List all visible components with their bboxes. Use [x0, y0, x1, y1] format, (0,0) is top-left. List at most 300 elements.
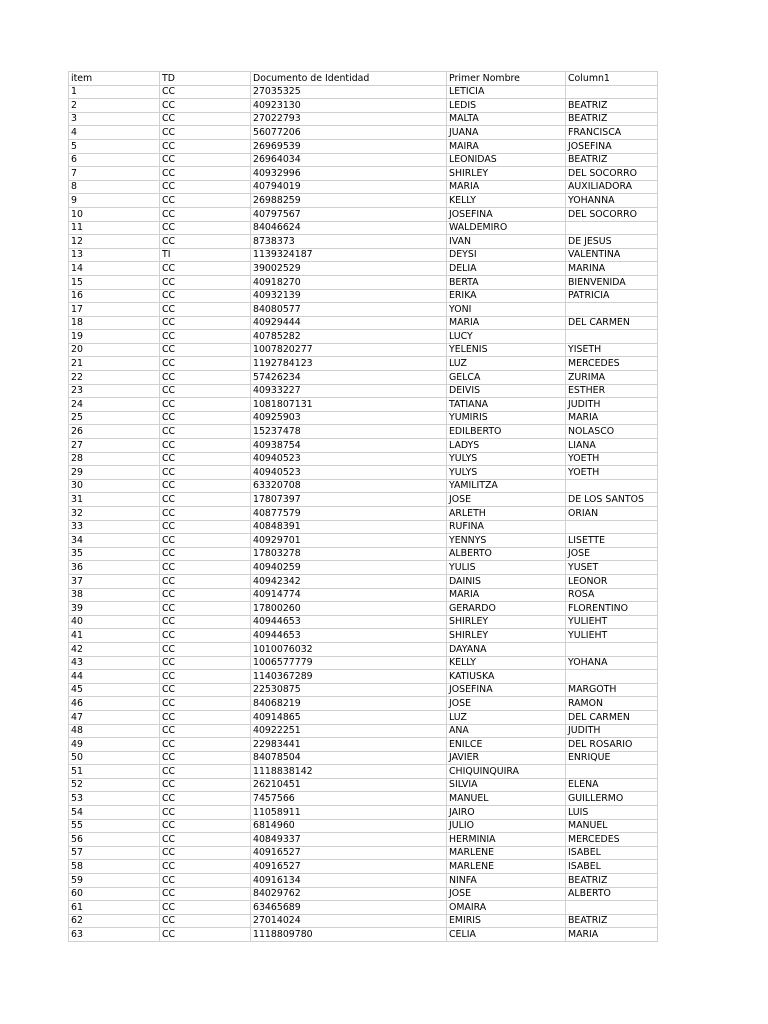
cell-column1: ORIAN: [566, 507, 658, 521]
cell-primer-nombre: DAYANA: [447, 642, 566, 656]
cell-documento: 8738373: [251, 235, 447, 249]
cell-td: CC: [160, 85, 251, 99]
cell-td: CC: [160, 452, 251, 466]
cell-documento: 1010076032: [251, 642, 447, 656]
cell-td: CC: [160, 887, 251, 901]
cell-column1: LUIS: [566, 806, 658, 820]
cell-documento: 40794019: [251, 180, 447, 194]
cell-column1: NOLASCO: [566, 425, 658, 439]
cell-column1: FRANCISCA: [566, 126, 658, 140]
cell-item: 57: [69, 846, 160, 860]
cell-primer-nombre: NINFA: [447, 874, 566, 888]
cell-primer-nombre: YULIS: [447, 561, 566, 575]
table-row: [69, 343, 658, 357]
cell-documento: 22530875: [251, 683, 447, 697]
cell-primer-nombre: DELIA: [447, 262, 566, 276]
cell-documento: 40942342: [251, 574, 447, 588]
header-td: TD: [160, 72, 251, 86]
cell-primer-nombre: TATIANA: [447, 398, 566, 412]
cell-item: 52: [69, 778, 160, 792]
cell-documento: 17807397: [251, 493, 447, 507]
cell-primer-nombre: JAIRO: [447, 806, 566, 820]
cell-td: TI: [160, 248, 251, 262]
table-row: [69, 819, 658, 833]
cell-item: 26: [69, 425, 160, 439]
table-row: [69, 221, 658, 235]
cell-item: 28: [69, 452, 160, 466]
table-row: [69, 602, 658, 616]
cell-column1: YOHANA: [566, 656, 658, 670]
cell-primer-nombre: YAMILITZA: [447, 479, 566, 493]
cell-item: 44: [69, 670, 160, 684]
cell-item: 62: [69, 914, 160, 928]
cell-primer-nombre: JAVIER: [447, 751, 566, 765]
table-row: [69, 303, 658, 317]
cell-primer-nombre: MARLENE: [447, 860, 566, 874]
cell-td: CC: [160, 547, 251, 561]
cell-documento: 17800260: [251, 602, 447, 616]
cell-td: CC: [160, 901, 251, 915]
table-row: [69, 547, 658, 561]
cell-column1: MANUEL: [566, 819, 658, 833]
cell-primer-nombre: OMAIRA: [447, 901, 566, 915]
cell-td: CC: [160, 860, 251, 874]
cell-column1: BEATRIZ: [566, 99, 658, 113]
cell-td: CC: [160, 819, 251, 833]
cell-td: CC: [160, 384, 251, 398]
cell-primer-nombre: ERIKA: [447, 289, 566, 303]
cell-primer-nombre: RUFINA: [447, 520, 566, 534]
cell-td: CC: [160, 656, 251, 670]
cell-documento: 1139324187: [251, 248, 447, 262]
table-row: [69, 439, 658, 453]
cell-documento: 40785282: [251, 330, 447, 344]
cell-item: 43: [69, 656, 160, 670]
cell-item: 19: [69, 330, 160, 344]
header-row: [69, 72, 658, 86]
cell-item: 31: [69, 493, 160, 507]
cell-td: CC: [160, 343, 251, 357]
cell-primer-nombre: DAINIS: [447, 574, 566, 588]
cell-documento: 40932996: [251, 167, 447, 181]
table-row: [69, 248, 658, 262]
cell-item: 11: [69, 221, 160, 235]
table-row: [69, 887, 658, 901]
cell-column1: JUDITH: [566, 724, 658, 738]
cell-primer-nombre: YULYS: [447, 466, 566, 480]
cell-column1: [566, 303, 658, 317]
cell-column1: ALBERTO: [566, 887, 658, 901]
cell-item: 53: [69, 792, 160, 806]
cell-item: 60: [69, 887, 160, 901]
cell-primer-nombre: JOSE: [447, 697, 566, 711]
cell-primer-nombre: JULIO: [447, 819, 566, 833]
table-row: [69, 167, 658, 181]
table-row: [69, 738, 658, 752]
cell-td: CC: [160, 425, 251, 439]
cell-column1: MERCEDES: [566, 833, 658, 847]
cell-td: CC: [160, 792, 251, 806]
cell-documento: 27022793: [251, 112, 447, 126]
cell-item: 10: [69, 207, 160, 221]
cell-documento: 1081807131: [251, 398, 447, 412]
cell-documento: 6814960: [251, 819, 447, 833]
cell-item: 42: [69, 642, 160, 656]
cell-documento: 57426234: [251, 371, 447, 385]
cell-td: CC: [160, 670, 251, 684]
cell-column1: YULIEHT: [566, 629, 658, 643]
table-row: [69, 425, 658, 439]
table-row: [69, 710, 658, 724]
cell-item: 9: [69, 194, 160, 208]
table-body: [69, 85, 658, 941]
cell-td: CC: [160, 357, 251, 371]
cell-item: 36: [69, 561, 160, 575]
cell-primer-nombre: ARLETH: [447, 507, 566, 521]
cell-column1: [566, 85, 658, 99]
cell-documento: 40923130: [251, 99, 447, 113]
cell-column1: DEL SOCORRO: [566, 167, 658, 181]
cell-column1: MARIA: [566, 928, 658, 942]
cell-item: 54: [69, 806, 160, 820]
table-row: [69, 860, 658, 874]
cell-primer-nombre: WALDEMIRO: [447, 221, 566, 235]
cell-td: CC: [160, 561, 251, 575]
cell-documento: 1006577779: [251, 656, 447, 670]
cell-td: CC: [160, 629, 251, 643]
cell-primer-nombre: DEIVIS: [447, 384, 566, 398]
cell-primer-nombre: ALBERTO: [447, 547, 566, 561]
cell-documento: 40944653: [251, 615, 447, 629]
cell-td: CC: [160, 574, 251, 588]
cell-item: 3: [69, 112, 160, 126]
table-row: [69, 126, 658, 140]
cell-documento: 40940259: [251, 561, 447, 575]
table-row: [69, 751, 658, 765]
cell-column1: MARINA: [566, 262, 658, 276]
cell-td: CC: [160, 221, 251, 235]
cell-item: 63: [69, 928, 160, 942]
cell-column1: MARGOTH: [566, 683, 658, 697]
table-row: [69, 371, 658, 385]
cell-item: 20: [69, 343, 160, 357]
table-row: [69, 357, 658, 371]
cell-td: CC: [160, 738, 251, 752]
cell-column1: [566, 642, 658, 656]
cell-documento: 40922251: [251, 724, 447, 738]
cell-td: CC: [160, 262, 251, 276]
cell-column1: PATRICIA: [566, 289, 658, 303]
cell-column1: MERCEDES: [566, 357, 658, 371]
cell-column1: JUDITH: [566, 398, 658, 412]
cell-column1: JOSEFINA: [566, 139, 658, 153]
table-row: [69, 697, 658, 711]
cell-documento: 40918270: [251, 275, 447, 289]
cell-primer-nombre: JOSEFINA: [447, 683, 566, 697]
cell-documento: 1118838142: [251, 765, 447, 779]
cell-td: CC: [160, 439, 251, 453]
cell-column1: LISETTE: [566, 534, 658, 548]
table-row: [69, 792, 658, 806]
table-row: [69, 901, 658, 915]
table-row: [69, 806, 658, 820]
cell-column1: DE LOS SANTOS: [566, 493, 658, 507]
table-row: [69, 914, 658, 928]
cell-item: 39: [69, 602, 160, 616]
cell-item: 56: [69, 833, 160, 847]
cell-td: CC: [160, 765, 251, 779]
cell-column1: ELENA: [566, 778, 658, 792]
cell-documento: 84068219: [251, 697, 447, 711]
cell-documento: 40925903: [251, 411, 447, 425]
cell-column1: BEATRIZ: [566, 112, 658, 126]
table-row: [69, 574, 658, 588]
cell-item: 27: [69, 439, 160, 453]
cell-primer-nombre: SILVIA: [447, 778, 566, 792]
table-row: [69, 153, 658, 167]
cell-documento: 40932139: [251, 289, 447, 303]
cell-item: 48: [69, 724, 160, 738]
header-column1: Column1: [566, 72, 658, 86]
cell-item: 49: [69, 738, 160, 752]
cell-column1: LEONOR: [566, 574, 658, 588]
table-row: [69, 384, 658, 398]
cell-column1: DEL CARMEN: [566, 316, 658, 330]
cell-primer-nombre: YELENIS: [447, 343, 566, 357]
cell-column1: JOSE: [566, 547, 658, 561]
cell-item: 41: [69, 629, 160, 643]
cell-documento: 7457566: [251, 792, 447, 806]
cell-td: CC: [160, 697, 251, 711]
cell-td: CC: [160, 806, 251, 820]
cell-column1: BIENVENIDA: [566, 275, 658, 289]
cell-primer-nombre: YONI: [447, 303, 566, 317]
cell-td: CC: [160, 724, 251, 738]
cell-primer-nombre: MARLENE: [447, 846, 566, 860]
table-row: [69, 112, 658, 126]
cell-documento: 40944653: [251, 629, 447, 643]
cell-item: 29: [69, 466, 160, 480]
cell-documento: 22983441: [251, 738, 447, 752]
cell-item: 16: [69, 289, 160, 303]
cell-column1: ESTHER: [566, 384, 658, 398]
cell-documento: 84046624: [251, 221, 447, 235]
cell-documento: 40914774: [251, 588, 447, 602]
table-row: [69, 262, 658, 276]
cell-documento: 17803278: [251, 547, 447, 561]
cell-item: 61: [69, 901, 160, 915]
cell-td: CC: [160, 833, 251, 847]
cell-item: 50: [69, 751, 160, 765]
cell-item: 23: [69, 384, 160, 398]
cell-documento: 40929701: [251, 534, 447, 548]
cell-item: 22: [69, 371, 160, 385]
cell-documento: 40916527: [251, 846, 447, 860]
cell-primer-nombre: CHIQUINQUIRA: [447, 765, 566, 779]
table-row: [69, 520, 658, 534]
cell-td: CC: [160, 153, 251, 167]
cell-column1: [566, 330, 658, 344]
cell-primer-nombre: LETICIA: [447, 85, 566, 99]
cell-td: CC: [160, 112, 251, 126]
cell-td: CC: [160, 846, 251, 860]
table-row: [69, 588, 658, 602]
cell-item: 8: [69, 180, 160, 194]
cell-td: CC: [160, 235, 251, 249]
table-row: [69, 629, 658, 643]
cell-documento: 39002529: [251, 262, 447, 276]
cell-column1: ZURIMA: [566, 371, 658, 385]
cell-primer-nombre: MARIA: [447, 316, 566, 330]
cell-documento: 26964034: [251, 153, 447, 167]
header-primer-nombre: Primer Nombre: [447, 72, 566, 86]
cell-td: CC: [160, 874, 251, 888]
cell-column1: ROSA: [566, 588, 658, 602]
cell-td: CC: [160, 398, 251, 412]
cell-primer-nombre: MARIA: [447, 588, 566, 602]
cell-td: CC: [160, 507, 251, 521]
table-row: [69, 928, 658, 942]
table-row: [69, 874, 658, 888]
cell-primer-nombre: KATIUSKA: [447, 670, 566, 684]
cell-primer-nombre: ENILCE: [447, 738, 566, 752]
cell-item: 51: [69, 765, 160, 779]
cell-documento: 1140367289: [251, 670, 447, 684]
cell-item: 38: [69, 588, 160, 602]
cell-documento: 40938754: [251, 439, 447, 453]
cell-primer-nombre: KELLY: [447, 194, 566, 208]
table-row: [69, 452, 658, 466]
cell-item: 46: [69, 697, 160, 711]
table-row: [69, 670, 658, 684]
cell-item: 59: [69, 874, 160, 888]
cell-td: CC: [160, 411, 251, 425]
cell-column1: MARIA: [566, 411, 658, 425]
cell-item: 32: [69, 507, 160, 521]
cell-documento: 40940523: [251, 452, 447, 466]
table-row: [69, 493, 658, 507]
table-row: [69, 765, 658, 779]
table-row: [69, 778, 658, 792]
cell-documento: 40916527: [251, 860, 447, 874]
cell-primer-nombre: GERARDO: [447, 602, 566, 616]
cell-column1: ENRIQUE: [566, 751, 658, 765]
cell-primer-nombre: LUCY: [447, 330, 566, 344]
table-row: [69, 235, 658, 249]
cell-documento: 40940523: [251, 466, 447, 480]
cell-item: 14: [69, 262, 160, 276]
cell-item: 1: [69, 85, 160, 99]
cell-td: CC: [160, 493, 251, 507]
cell-documento: 40849337: [251, 833, 447, 847]
cell-primer-nombre: MAIRA: [447, 139, 566, 153]
table-row: [69, 398, 658, 412]
cell-td: CC: [160, 778, 251, 792]
cell-documento: 1192784123: [251, 357, 447, 371]
cell-column1: YOETH: [566, 452, 658, 466]
cell-documento: 63320708: [251, 479, 447, 493]
cell-td: CC: [160, 534, 251, 548]
cell-td: CC: [160, 275, 251, 289]
cell-column1: [566, 765, 658, 779]
cell-item: 12: [69, 235, 160, 249]
cell-column1: [566, 901, 658, 915]
cell-column1: BEATRIZ: [566, 153, 658, 167]
cell-column1: GUILLERMO: [566, 792, 658, 806]
cell-documento: 26210451: [251, 778, 447, 792]
cell-documento: 84029762: [251, 887, 447, 901]
cell-column1: [566, 221, 658, 235]
cell-column1: [566, 479, 658, 493]
cell-primer-nombre: EMIRIS: [447, 914, 566, 928]
cell-td: CC: [160, 479, 251, 493]
table-row: [69, 330, 658, 344]
cell-column1: YULIEHT: [566, 615, 658, 629]
table-row: [69, 833, 658, 847]
cell-documento: 40916134: [251, 874, 447, 888]
cell-documento: 84080577: [251, 303, 447, 317]
cell-primer-nombre: BERTA: [447, 275, 566, 289]
cell-td: CC: [160, 751, 251, 765]
table-row: [69, 846, 658, 860]
table-row: [69, 479, 658, 493]
cell-item: 37: [69, 574, 160, 588]
cell-item: 35: [69, 547, 160, 561]
cell-td: CC: [160, 126, 251, 140]
table-row: [69, 683, 658, 697]
cell-td: CC: [160, 207, 251, 221]
cell-documento: 11058911: [251, 806, 447, 820]
cell-column1: [566, 670, 658, 684]
cell-documento: 56077206: [251, 126, 447, 140]
table-row: [69, 180, 658, 194]
cell-item: 15: [69, 275, 160, 289]
cell-td: CC: [160, 914, 251, 928]
spreadsheet-table: [68, 71, 658, 942]
cell-primer-nombre: JOSE: [447, 887, 566, 901]
cell-column1: DE JESUS: [566, 235, 658, 249]
table-row: [69, 207, 658, 221]
cell-primer-nombre: MARIA: [447, 180, 566, 194]
cell-primer-nombre: ANA: [447, 724, 566, 738]
cell-primer-nombre: GELCA: [447, 371, 566, 385]
cell-td: CC: [160, 466, 251, 480]
cell-td: CC: [160, 289, 251, 303]
cell-item: 2: [69, 99, 160, 113]
cell-primer-nombre: EDILBERTO: [447, 425, 566, 439]
cell-td: CC: [160, 194, 251, 208]
cell-primer-nombre: KELLY: [447, 656, 566, 670]
cell-primer-nombre: DEYSI: [447, 248, 566, 262]
header-documento: Documento de Identidad: [251, 72, 447, 86]
table-row: [69, 561, 658, 575]
cell-item: 47: [69, 710, 160, 724]
cell-documento: 27035325: [251, 85, 447, 99]
cell-documento: 40877579: [251, 507, 447, 521]
cell-primer-nombre: JUANA: [447, 126, 566, 140]
cell-column1: VALENTINA: [566, 248, 658, 262]
cell-primer-nombre: CELIA: [447, 928, 566, 942]
cell-documento: 26988259: [251, 194, 447, 208]
cell-item: 24: [69, 398, 160, 412]
cell-primer-nombre: SHIRLEY: [447, 615, 566, 629]
cell-column1: ISABEL: [566, 860, 658, 874]
cell-column1: BEATRIZ: [566, 914, 658, 928]
cell-column1: DEL ROSARIO: [566, 738, 658, 752]
cell-primer-nombre: YENNYS: [447, 534, 566, 548]
table-row: [69, 656, 658, 670]
cell-item: 58: [69, 860, 160, 874]
